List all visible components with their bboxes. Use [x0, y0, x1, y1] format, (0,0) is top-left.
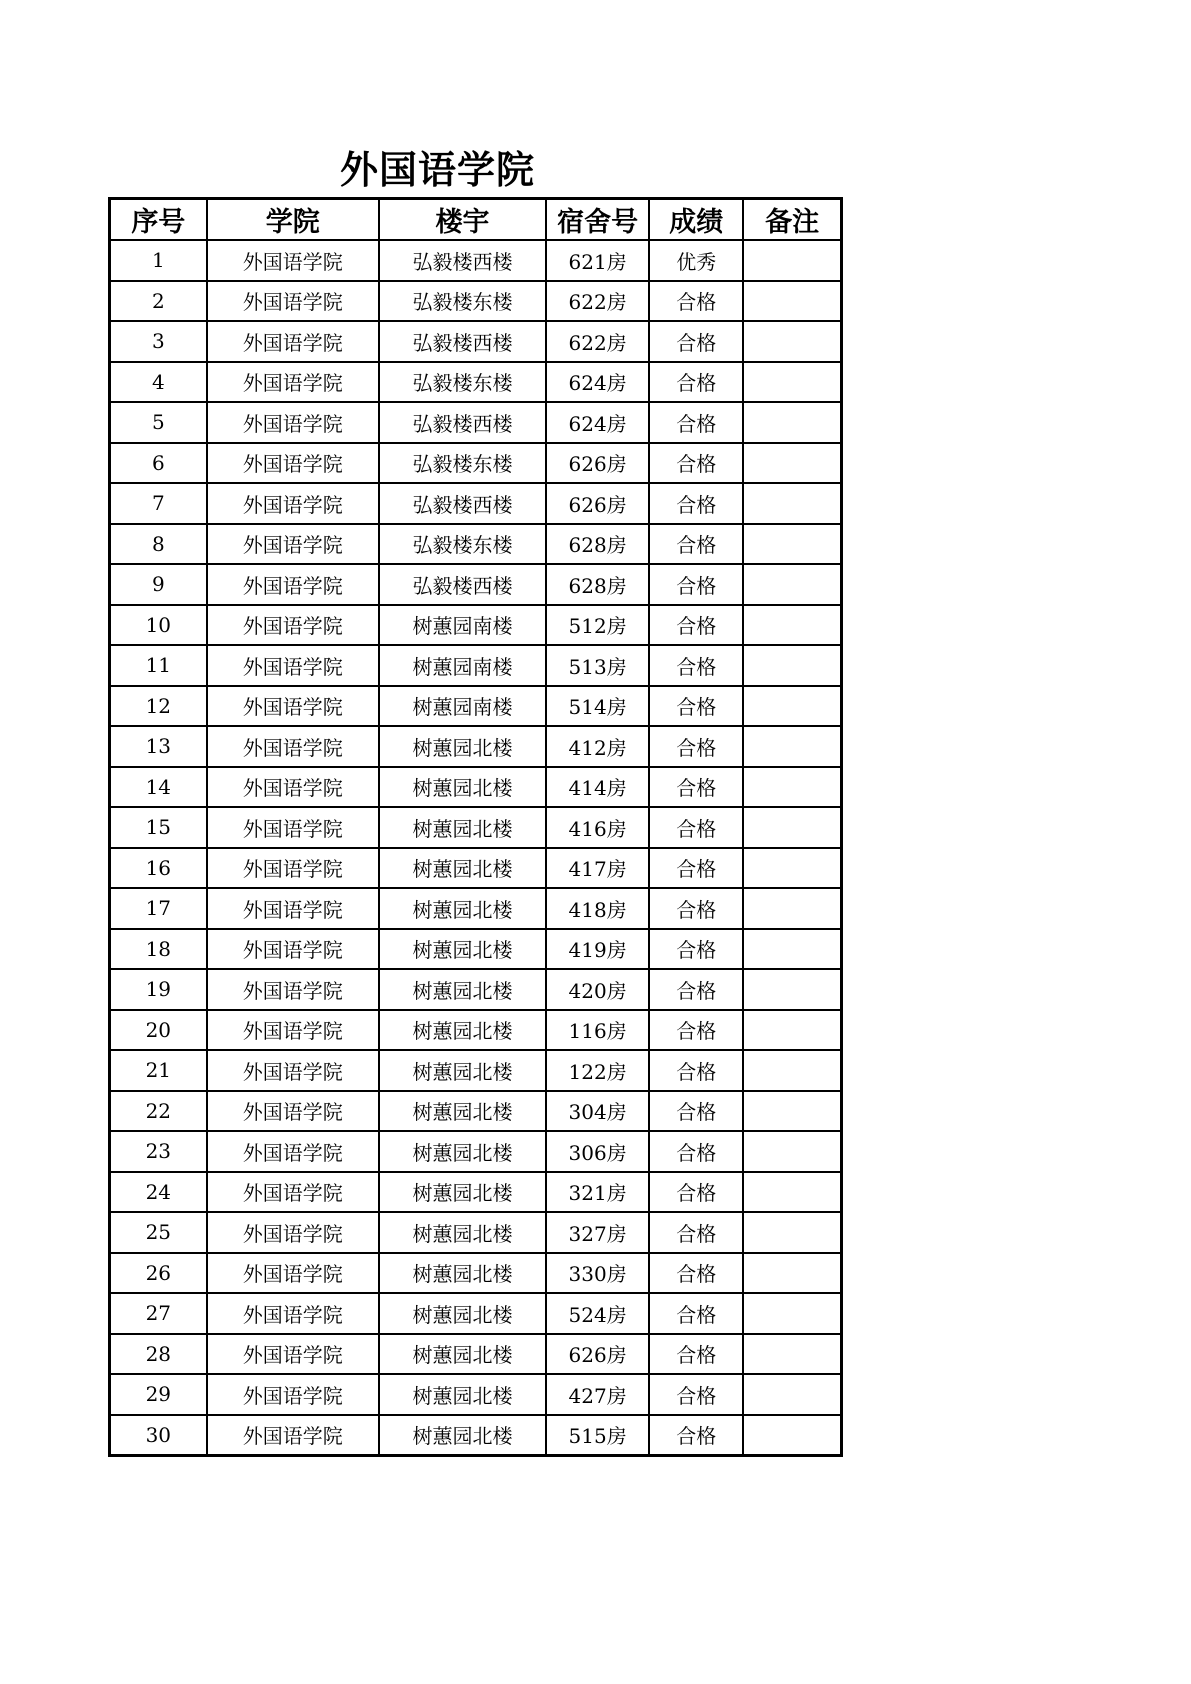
cell-number: 29 — [110, 1374, 207, 1415]
cell-note — [743, 969, 841, 1010]
table-row — [110, 240, 842, 281]
cell-building: 树蕙园北楼 — [379, 1293, 546, 1334]
cell-college: 外国语学院 — [207, 1374, 379, 1415]
table-row — [110, 605, 842, 646]
cell-grade: 合格 — [649, 929, 743, 970]
cell-grade: 合格 — [649, 1334, 743, 1375]
cell-building: 树蕙园北楼 — [379, 1131, 546, 1172]
cell-building: 弘毅楼西楼 — [379, 240, 546, 281]
cell-room: 628房 — [546, 564, 649, 605]
cell-room: 116房 — [546, 1010, 649, 1051]
cell-college: 外国语学院 — [207, 1253, 379, 1294]
table-row — [110, 1172, 842, 1213]
cell-note — [743, 605, 841, 646]
cell-college: 外国语学院 — [207, 240, 379, 281]
cell-grade: 合格 — [649, 605, 743, 646]
header-note: 备注 — [743, 199, 841, 241]
cell-college: 外国语学院 — [207, 402, 379, 443]
cell-room: 622房 — [546, 281, 649, 322]
cell-note — [743, 888, 841, 929]
cell-note — [743, 443, 841, 484]
cell-note — [743, 848, 841, 889]
cell-college: 外国语学院 — [207, 1334, 379, 1375]
cell-college: 外国语学院 — [207, 483, 379, 524]
cell-building: 树蕙园北楼 — [379, 929, 546, 970]
cell-college: 外国语学院 — [207, 645, 379, 686]
cell-building: 树蕙园北楼 — [379, 1212, 546, 1253]
header-room: 宿舍号 — [546, 199, 649, 241]
cell-grade: 优秀 — [649, 240, 743, 281]
cell-grade: 合格 — [649, 483, 743, 524]
cell-room: 412房 — [546, 726, 649, 767]
cell-building: 弘毅楼东楼 — [379, 362, 546, 403]
cell-note — [743, 686, 841, 727]
cell-grade: 合格 — [649, 969, 743, 1010]
cell-note — [743, 281, 841, 322]
cell-room: 419房 — [546, 929, 649, 970]
cell-room: 513房 — [546, 645, 649, 686]
table-header-row — [110, 199, 842, 241]
cell-number: 7 — [110, 483, 207, 524]
cell-number: 1 — [110, 240, 207, 281]
cell-room: 514房 — [546, 686, 649, 727]
cell-grade: 合格 — [649, 524, 743, 565]
cell-number: 11 — [110, 645, 207, 686]
cell-number: 19 — [110, 969, 207, 1010]
cell-number: 4 — [110, 362, 207, 403]
cell-room: 524房 — [546, 1293, 649, 1334]
cell-building: 弘毅楼东楼 — [379, 443, 546, 484]
table-row — [110, 1253, 842, 1294]
table-row — [110, 1010, 842, 1051]
cell-number: 12 — [110, 686, 207, 727]
cell-grade: 合格 — [649, 767, 743, 808]
table-body — [110, 240, 842, 1456]
cell-grade: 合格 — [649, 1131, 743, 1172]
cell-note — [743, 1010, 841, 1051]
table-row — [110, 686, 842, 727]
cell-college: 外国语学院 — [207, 524, 379, 565]
table-row — [110, 726, 842, 767]
cell-number: 16 — [110, 848, 207, 889]
cell-room: 414房 — [546, 767, 649, 808]
table-row — [110, 929, 842, 970]
table-row — [110, 1091, 842, 1132]
cell-college: 外国语学院 — [207, 1050, 379, 1091]
cell-note — [743, 767, 841, 808]
cell-college: 外国语学院 — [207, 443, 379, 484]
cell-number: 8 — [110, 524, 207, 565]
cell-grade: 合格 — [649, 1293, 743, 1334]
cell-number: 22 — [110, 1091, 207, 1132]
cell-room: 330房 — [546, 1253, 649, 1294]
cell-note — [743, 402, 841, 443]
cell-number: 21 — [110, 1050, 207, 1091]
cell-room: 621房 — [546, 240, 649, 281]
cell-building: 树蕙园北楼 — [379, 1091, 546, 1132]
table-row — [110, 767, 842, 808]
table-row — [110, 1293, 842, 1334]
cell-college: 外国语学院 — [207, 929, 379, 970]
cell-grade: 合格 — [649, 807, 743, 848]
table-row — [110, 969, 842, 1010]
cell-grade: 合格 — [649, 726, 743, 767]
cell-college: 外国语学院 — [207, 362, 379, 403]
cell-building: 树蕙园南楼 — [379, 605, 546, 646]
cell-grade: 合格 — [649, 1415, 743, 1456]
cell-room: 420房 — [546, 969, 649, 1010]
cell-number: 17 — [110, 888, 207, 929]
cell-room: 417房 — [546, 848, 649, 889]
cell-room: 628房 — [546, 524, 649, 565]
cell-note — [743, 362, 841, 403]
cell-college: 外国语学院 — [207, 1172, 379, 1213]
cell-building: 树蕙园北楼 — [379, 1172, 546, 1213]
cell-building: 弘毅楼西楼 — [379, 483, 546, 524]
cell-building: 弘毅楼东楼 — [379, 524, 546, 565]
cell-room: 306房 — [546, 1131, 649, 1172]
cell-building: 树蕙园北楼 — [379, 726, 546, 767]
cell-college: 外国语学院 — [207, 767, 379, 808]
cell-note — [743, 1212, 841, 1253]
table-row — [110, 321, 842, 362]
cell-building: 树蕙园北楼 — [379, 969, 546, 1010]
cell-college: 外国语学院 — [207, 888, 379, 929]
cell-number: 18 — [110, 929, 207, 970]
cell-grade: 合格 — [649, 686, 743, 727]
cell-grade: 合格 — [649, 1212, 743, 1253]
table-row — [110, 443, 842, 484]
table-row — [110, 483, 842, 524]
cell-building: 弘毅楼西楼 — [379, 564, 546, 605]
table-row — [110, 1131, 842, 1172]
table-row — [110, 362, 842, 403]
cell-note — [743, 1253, 841, 1294]
cell-room: 626房 — [546, 483, 649, 524]
cell-building: 树蕙园北楼 — [379, 767, 546, 808]
cell-building: 树蕙园北楼 — [379, 1253, 546, 1294]
cell-number: 10 — [110, 605, 207, 646]
cell-college: 外国语学院 — [207, 686, 379, 727]
cell-note — [743, 321, 841, 362]
table-row — [110, 645, 842, 686]
cell-building: 树蕙园南楼 — [379, 645, 546, 686]
header-number: 序号 — [110, 199, 207, 241]
cell-note — [743, 483, 841, 524]
cell-number: 2 — [110, 281, 207, 322]
cell-room: 624房 — [546, 362, 649, 403]
cell-college: 外国语学院 — [207, 1415, 379, 1456]
cell-room: 626房 — [546, 443, 649, 484]
cell-room: 626房 — [546, 1334, 649, 1375]
cell-number: 30 — [110, 1415, 207, 1456]
table-row — [110, 1050, 842, 1091]
cell-grade: 合格 — [649, 1010, 743, 1051]
cell-building: 弘毅楼西楼 — [379, 321, 546, 362]
cell-room: 622房 — [546, 321, 649, 362]
cell-building: 树蕙园北楼 — [379, 807, 546, 848]
table-row — [110, 848, 842, 889]
cell-building: 树蕙园北楼 — [379, 1050, 546, 1091]
cell-college: 外国语学院 — [207, 726, 379, 767]
cell-college: 外国语学院 — [207, 321, 379, 362]
cell-college: 外国语学院 — [207, 564, 379, 605]
cell-note — [743, 1172, 841, 1213]
cell-number: 5 — [110, 402, 207, 443]
cell-room: 416房 — [546, 807, 649, 848]
cell-note — [743, 1415, 841, 1456]
table-row — [110, 402, 842, 443]
cell-grade: 合格 — [649, 1374, 743, 1415]
page-title: 外国语学院 — [340, 148, 536, 192]
cell-college: 外国语学院 — [207, 1212, 379, 1253]
header-building: 楼宇 — [379, 199, 546, 241]
table-row — [110, 1334, 842, 1375]
table-row — [110, 564, 842, 605]
dormitory-table — [108, 197, 843, 1457]
cell-note — [743, 564, 841, 605]
cell-room: 327房 — [546, 1212, 649, 1253]
cell-number: 20 — [110, 1010, 207, 1051]
cell-number: 28 — [110, 1334, 207, 1375]
table-row — [110, 1415, 842, 1456]
cell-note — [743, 1374, 841, 1415]
cell-grade: 合格 — [649, 362, 743, 403]
cell-building: 弘毅楼西楼 — [379, 402, 546, 443]
cell-note — [743, 645, 841, 686]
header-college: 学院 — [207, 199, 379, 241]
cell-college: 外国语学院 — [207, 605, 379, 646]
cell-building: 树蕙园北楼 — [379, 1415, 546, 1456]
cell-note — [743, 240, 841, 281]
table-row — [110, 1212, 842, 1253]
cell-number: 24 — [110, 1172, 207, 1213]
cell-college: 外国语学院 — [207, 807, 379, 848]
cell-building: 树蕙园南楼 — [379, 686, 546, 727]
cell-number: 27 — [110, 1293, 207, 1334]
cell-college: 外国语学院 — [207, 281, 379, 322]
cell-grade: 合格 — [649, 564, 743, 605]
cell-note — [743, 807, 841, 848]
cell-building: 树蕙园北楼 — [379, 848, 546, 889]
cell-number: 25 — [110, 1212, 207, 1253]
cell-grade: 合格 — [649, 443, 743, 484]
cell-number: 9 — [110, 564, 207, 605]
cell-note — [743, 1050, 841, 1091]
cell-grade: 合格 — [649, 1172, 743, 1213]
table-row — [110, 524, 842, 565]
cell-room: 624房 — [546, 402, 649, 443]
cell-note — [743, 929, 841, 970]
cell-room: 418房 — [546, 888, 649, 929]
cell-number: 14 — [110, 767, 207, 808]
cell-room: 512房 — [546, 605, 649, 646]
cell-grade: 合格 — [649, 1253, 743, 1294]
cell-college: 外国语学院 — [207, 848, 379, 889]
header-grade: 成绩 — [649, 199, 743, 241]
cell-grade: 合格 — [649, 281, 743, 322]
cell-note — [743, 726, 841, 767]
cell-note — [743, 1334, 841, 1375]
cell-room: 304房 — [546, 1091, 649, 1132]
cell-college: 外国语学院 — [207, 1293, 379, 1334]
cell-grade: 合格 — [649, 321, 743, 362]
cell-building: 树蕙园北楼 — [379, 1374, 546, 1415]
cell-number: 23 — [110, 1131, 207, 1172]
cell-number: 3 — [110, 321, 207, 362]
table-row — [110, 281, 842, 322]
cell-college: 外国语学院 — [207, 1010, 379, 1051]
table-row — [110, 807, 842, 848]
cell-grade: 合格 — [649, 402, 743, 443]
cell-room: 122房 — [546, 1050, 649, 1091]
cell-note — [743, 1131, 841, 1172]
cell-note — [743, 1293, 841, 1334]
cell-college: 外国语学院 — [207, 1131, 379, 1172]
cell-building: 弘毅楼东楼 — [379, 281, 546, 322]
cell-college: 外国语学院 — [207, 1091, 379, 1132]
cell-room: 427房 — [546, 1374, 649, 1415]
cell-note — [743, 1091, 841, 1132]
table-row — [110, 1374, 842, 1415]
cell-grade: 合格 — [649, 1050, 743, 1091]
cell-building: 树蕙园北楼 — [379, 888, 546, 929]
cell-grade: 合格 — [649, 848, 743, 889]
cell-college: 外国语学院 — [207, 969, 379, 1010]
cell-room: 321房 — [546, 1172, 649, 1213]
cell-number: 13 — [110, 726, 207, 767]
table-row — [110, 888, 842, 929]
cell-number: 15 — [110, 807, 207, 848]
cell-grade: 合格 — [649, 888, 743, 929]
cell-number: 6 — [110, 443, 207, 484]
cell-room: 515房 — [546, 1415, 649, 1456]
cell-number: 26 — [110, 1253, 207, 1294]
cell-building: 树蕙园北楼 — [379, 1010, 546, 1051]
cell-note — [743, 524, 841, 565]
cell-building: 树蕙园北楼 — [379, 1334, 546, 1375]
cell-grade: 合格 — [649, 645, 743, 686]
cell-grade: 合格 — [649, 1091, 743, 1132]
